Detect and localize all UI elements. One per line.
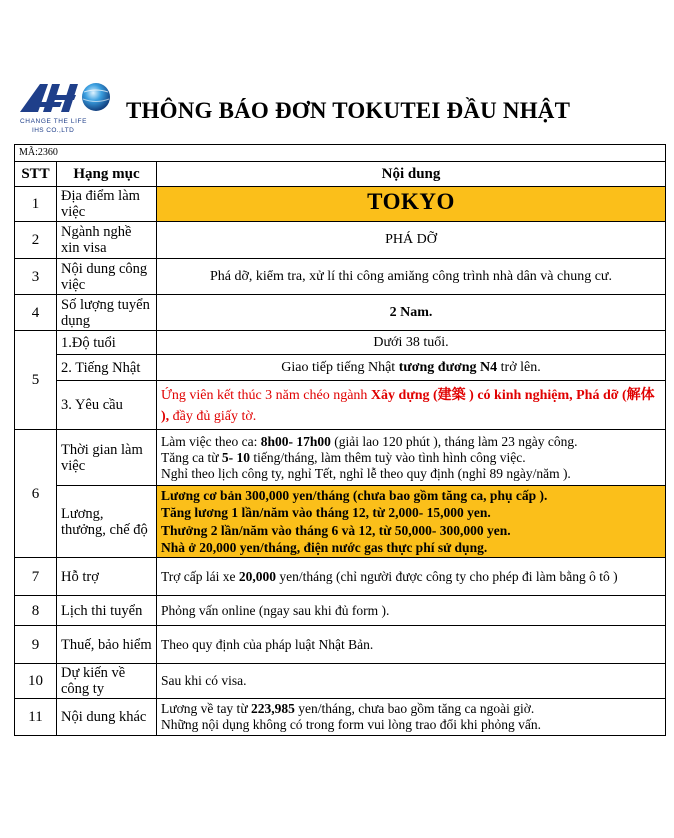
row-number: 5 [15, 331, 57, 430]
row-number: 4 [15, 295, 57, 331]
table-row [15, 664, 666, 699]
requirement-experience: Xây dựng (建築 ) có kinh nghiệm, Phá dỡ (解体 ), [161, 388, 655, 424]
page-title: THÔNG BÁO ĐƠN TOKUTEI ĐẦU NHẬT [126, 98, 571, 123]
row-category: Lương, thưởng, chế độ [57, 486, 157, 558]
company-logo [18, 78, 118, 138]
row-number: 6 [15, 430, 57, 558]
row-category: Số lượng tuyển dụng [57, 295, 157, 331]
hours-text: Làm việc theo ca: [161, 433, 261, 449]
base-salary: Lương cơ bản 300,000 yen/tháng (chưa bao gồm tăng ca, phụ cấp ). [161, 487, 548, 503]
visa-occupation: PHÁ DỠ [157, 222, 666, 259]
row-category: Thời gian làm việc [57, 430, 157, 486]
row-category: 1.Độ tuổi [57, 331, 157, 355]
net-salary-text: Lương về tay từ [161, 701, 252, 716]
table-row [15, 331, 666, 355]
code-row [15, 145, 666, 162]
row-number: 1 [15, 187, 57, 222]
japanese-text: Giao tiếp tiếng Nhật [281, 359, 399, 375]
candidate-requirement [157, 381, 666, 430]
job-code: MÃ:2360 [15, 145, 666, 162]
holidays-text: Nghỉ theo lịch công ty, nghỉ Tết, nghỉ lễ theo quy định (nghỉ 89 ngày/năm ). [161, 465, 571, 481]
allowance-amount: 20,000 [238, 568, 277, 584]
row-number: 3 [15, 259, 57, 295]
table-row [15, 596, 666, 626]
table-row [15, 558, 666, 596]
overtime-detail: tiếng/tháng, làm thêm tuỳ vào tình hình công việc. [250, 449, 526, 465]
salary-benefits [157, 486, 666, 558]
table-row [15, 626, 666, 664]
logo-tagline: CHANGE THE LIFE [20, 118, 88, 125]
expected-departure: Sau khi có visa. [157, 664, 666, 699]
row-category: Nội dung công việc [57, 259, 157, 295]
requirement-text: Ứng viên kết thúc 3 năm chéo ngành [161, 388, 371, 403]
age-requirement: Dưới 38 tuổi. [157, 331, 666, 355]
row-category: 2. Tiếng Nhật [57, 355, 157, 381]
ihs-logo-icon [18, 78, 118, 118]
allowance-detail: yen/tháng (chỉ người được công ty cho phép đi làm bằng ô tô ) [276, 568, 618, 584]
work-location-value: TOKYO [367, 189, 455, 214]
row-category: 3. Yêu cầu [57, 381, 157, 430]
row-category: Ngành nghề xin visa [57, 222, 157, 259]
row-category: Hỗ trợ [57, 558, 157, 596]
row-category: Dự kiến về công ty [57, 664, 157, 699]
row-number: 2 [15, 222, 57, 259]
row-category: Nội dung khác [57, 699, 157, 736]
table-row [15, 430, 666, 486]
hours-range: 8h00- 17h00 [260, 433, 331, 449]
work-location [157, 187, 666, 222]
japanese-text-end: trở lên. [497, 359, 541, 375]
requirement-text-end: đầy đủ giấy tờ. [169, 409, 257, 424]
document-header [18, 78, 658, 140]
overtime-text: Tăng ca từ [161, 449, 222, 465]
header-category: Hạng mục [57, 162, 157, 187]
table-row [15, 355, 666, 381]
other-info [157, 699, 666, 736]
header-content: Nội dung [157, 162, 666, 187]
japanese-level: tương đương N4 [398, 359, 498, 375]
japanese-requirement [157, 355, 666, 381]
support-allowance [157, 558, 666, 596]
working-hours [157, 430, 666, 486]
row-number: 7 [15, 558, 57, 596]
housing: Nhà ở 20,000 yen/tháng, điện nước gas thực phí sử dụng. [161, 540, 488, 555]
bonus: Thưởng 2 lần/năm vào tháng 6 và 12, từ 50,000- 300,000 yen. [161, 522, 511, 538]
net-salary-detail: yen/tháng, chưa bao gồm tăng ca ngoài giờ. [294, 701, 535, 716]
row-number: 11 [15, 699, 57, 736]
job-info-table [14, 144, 666, 736]
salary-raise: Tăng lương 1 lần/năm vào tháng 12, từ 2,000- 15,000 yen. [161, 505, 491, 520]
recruitment-quantity: 2 Nam. [157, 295, 666, 331]
allowance-text: Trợ cấp lái xe [161, 568, 239, 584]
table-row [15, 486, 666, 558]
other-note: Những nội dụng không có trong form vui lòng trao đổi khi phỏng vấn. [161, 717, 542, 732]
table-row [15, 259, 666, 295]
job-description: Phá dỡ, kiểm tra, xử lí thi công amiăng công trình nhà dân và chung cư. [157, 259, 666, 295]
table-row [15, 699, 666, 736]
row-number: 10 [15, 664, 57, 699]
row-number: 8 [15, 596, 57, 626]
hours-detail: (giải lao 120 phút ), tháng làm 23 ngày công. [330, 433, 578, 449]
overtime-range: 5- 10 [221, 449, 251, 465]
table-row [15, 187, 666, 222]
logo-company-name: IHS CO.,LTD [32, 127, 75, 134]
interview-schedule: Phỏng vấn online (ngay sau khi đủ form ). [157, 596, 666, 626]
row-number: 9 [15, 626, 57, 664]
header-stt: STT [15, 162, 57, 187]
row-category: Địa điểm làm việc [57, 187, 157, 222]
header-row [15, 162, 666, 187]
tax-insurance: Theo quy định của pháp luật Nhật Bản. [157, 626, 666, 664]
row-category: Thuế, bảo hiểm [57, 626, 157, 664]
table-row [15, 295, 666, 331]
table-row [15, 222, 666, 259]
table-row [15, 381, 666, 430]
row-category: Lịch thi tuyển [57, 596, 157, 626]
net-salary-amount: 223,985 [251, 701, 295, 716]
